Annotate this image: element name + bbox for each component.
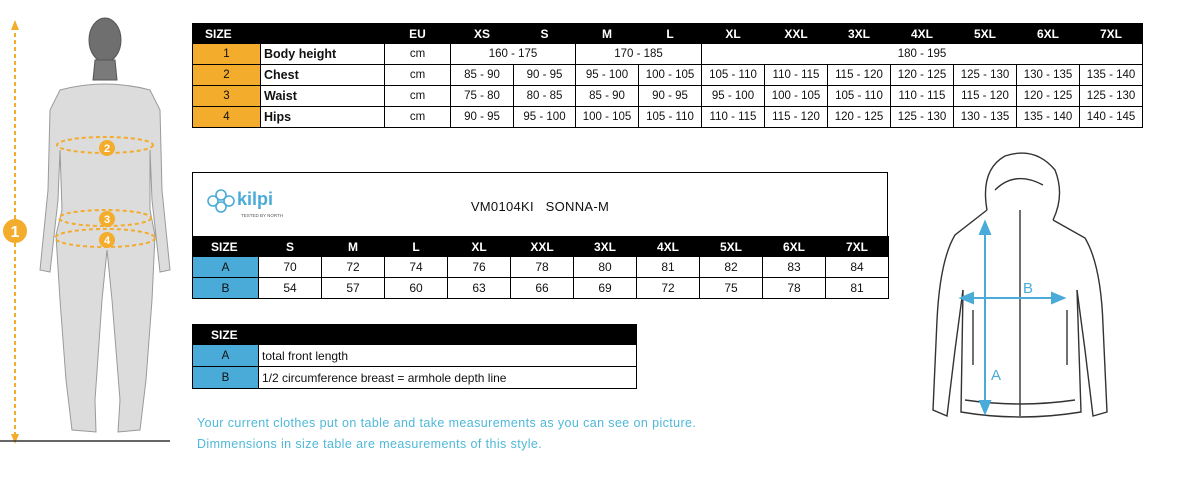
value-cell: 110 - 115 <box>765 65 828 86</box>
unit-cell: cm <box>385 107 451 128</box>
size-col-header: M <box>322 237 385 257</box>
label-header <box>261 24 385 44</box>
row-label: Waist <box>261 86 385 107</box>
table-row <box>193 278 889 299</box>
value-cell: 115 - 120 <box>954 86 1017 107</box>
jacket-label-b: B <box>1023 280 1034 297</box>
value-cell: 105 - 110 <box>639 107 702 128</box>
value-cell: 90 - 95 <box>639 86 702 107</box>
table-header-row <box>193 24 1143 44</box>
value-cell: 125 - 130 <box>1080 86 1143 107</box>
instruction-note: Your current clothes put on table and take measurements as you can see on picture. <box>197 416 697 430</box>
value-cell: 54 <box>259 278 322 299</box>
size-col-header: L <box>385 237 448 257</box>
value-cell: 83 <box>763 257 826 278</box>
row-number: 1 <box>193 44 261 65</box>
value-cell: 74 <box>385 257 448 278</box>
table-row <box>193 44 1143 65</box>
size-col-header: 3XL <box>574 237 637 257</box>
value-cell: 95 - 100 <box>576 65 639 86</box>
model-name: SONNA-M <box>545 199 610 214</box>
size-col-header: 7XL <box>1080 24 1143 44</box>
value-cell: 135 - 140 <box>1017 107 1080 128</box>
marker-4-icon <box>99 232 115 248</box>
row-key: B <box>193 278 259 299</box>
body-size-table <box>192 23 1143 128</box>
value-cell: 125 - 130 <box>891 107 954 128</box>
marker-2-icon <box>99 140 115 156</box>
marker-1-icon <box>3 219 27 243</box>
jacket-label-a: A <box>991 367 1002 384</box>
value-cell: 90 - 95 <box>514 65 576 86</box>
value-cell: 110 - 115 <box>702 107 765 128</box>
value-cell: 69 <box>574 278 637 299</box>
unit-cell: cm <box>385 65 451 86</box>
value-cell: 78 <box>763 278 826 299</box>
value-cell: 100 - 105 <box>639 65 702 86</box>
size-col-header: 6XL <box>1017 24 1080 44</box>
body-figure <box>0 0 190 477</box>
row-number: 3 <box>193 86 261 107</box>
value-cell: 57 <box>322 278 385 299</box>
value-cell: 81 <box>826 278 889 299</box>
height-cell: 180 - 195 <box>702 44 1143 65</box>
value-cell: 60 <box>385 278 448 299</box>
model-title <box>193 199 887 214</box>
desc-header <box>259 325 637 345</box>
row-description: total front length <box>259 345 637 367</box>
unit-cell: cm <box>385 44 451 65</box>
size-col-header: 3XL <box>828 24 891 44</box>
value-cell: 120 - 125 <box>891 65 954 86</box>
value-cell: 90 - 95 <box>451 107 514 128</box>
height-cell: 170 - 185 <box>576 44 702 65</box>
value-cell: 135 - 140 <box>1080 65 1143 86</box>
eu-header: EU <box>385 24 451 44</box>
value-cell: 130 - 135 <box>1017 65 1080 86</box>
row-label: Body height <box>261 44 385 65</box>
size-col-header: S <box>514 24 576 44</box>
table-row <box>193 367 637 389</box>
svg-text:TESTED BY NORTH: TESTED BY NORTH <box>241 213 284 218</box>
svg-text:1: 1 <box>10 224 20 241</box>
jacket-diagram <box>925 150 1115 440</box>
size-col-header: 4XL <box>891 24 954 44</box>
row-number: 2 <box>193 65 261 86</box>
size-col-header: XL <box>448 237 511 257</box>
value-cell: 100 - 105 <box>576 107 639 128</box>
table-row <box>193 345 637 367</box>
value-cell: 140 - 145 <box>1080 107 1143 128</box>
measurement-legend-table <box>192 324 637 389</box>
height-cell: 160 - 175 <box>451 44 576 65</box>
value-cell: 100 - 105 <box>765 86 828 107</box>
value-cell: 78 <box>511 257 574 278</box>
value-cell: 130 - 135 <box>954 107 1017 128</box>
model-code: VM0104KI <box>470 199 534 214</box>
value-cell: 80 - 85 <box>514 86 576 107</box>
size-col-header: 5XL <box>700 237 763 257</box>
value-cell: 125 - 130 <box>954 65 1017 86</box>
value-cell: 95 - 100 <box>514 107 576 128</box>
garment-size-table <box>192 236 889 299</box>
size-header: SIZE <box>193 325 259 345</box>
size-col-header: XL <box>702 24 765 44</box>
value-cell: 75 <box>700 278 763 299</box>
value-cell: 81 <box>637 257 700 278</box>
svg-text:2: 2 <box>103 143 111 155</box>
value-cell: 84 <box>826 257 889 278</box>
value-cell: 95 - 100 <box>702 86 765 107</box>
size-col-header: 5XL <box>954 24 1017 44</box>
size-col-header: 6XL <box>763 237 826 257</box>
size-col-header: M <box>576 24 639 44</box>
table-row <box>193 86 1143 107</box>
value-cell: 110 - 115 <box>891 86 954 107</box>
value-cell: 85 - 90 <box>576 86 639 107</box>
value-cell: 63 <box>448 278 511 299</box>
size-col-header: S <box>259 237 322 257</box>
row-number: 4 <box>193 107 261 128</box>
size-col-header: 7XL <box>826 237 889 257</box>
table-header-row <box>193 325 637 345</box>
value-cell: 120 - 125 <box>828 107 891 128</box>
value-cell: 72 <box>637 278 700 299</box>
value-cell: 105 - 110 <box>702 65 765 86</box>
value-cell: 105 - 110 <box>828 86 891 107</box>
row-key: A <box>193 257 259 278</box>
svg-text:4: 4 <box>103 235 111 247</box>
row-key: A <box>193 345 259 367</box>
unit-cell: cm <box>385 86 451 107</box>
size-col-header: XXL <box>765 24 828 44</box>
value-cell: 66 <box>511 278 574 299</box>
value-cell: 82 <box>700 257 763 278</box>
row-key: B <box>193 367 259 389</box>
table-row <box>193 65 1143 86</box>
size-col-header: 4XL <box>637 237 700 257</box>
value-cell: 115 - 120 <box>765 107 828 128</box>
value-cell: 76 <box>448 257 511 278</box>
size-col-header: L <box>639 24 702 44</box>
size-header: SIZE <box>193 24 261 44</box>
row-description: 1/2 circumference breast = armhole depth line <box>259 367 637 389</box>
svg-text:3: 3 <box>103 214 111 226</box>
size-header: SIZE <box>193 237 259 257</box>
value-cell: 80 <box>574 257 637 278</box>
table-row <box>193 257 889 278</box>
size-col-header: XXL <box>511 237 574 257</box>
value-cell: 72 <box>322 257 385 278</box>
value-cell: 75 - 80 <box>451 86 514 107</box>
svg-text:kilpi: kilpi <box>237 189 274 209</box>
marker-3-icon <box>99 211 115 227</box>
product-header-box <box>192 172 888 236</box>
table-row <box>193 107 1143 128</box>
row-label: Chest <box>261 65 385 86</box>
size-col-header: XS <box>451 24 514 44</box>
value-cell: 85 - 90 <box>451 65 514 86</box>
instruction-note: Dimmensions in size table are measurements of this style. <box>197 437 543 451</box>
table-header-row <box>193 237 889 257</box>
value-cell: 115 - 120 <box>828 65 891 86</box>
row-label: Hips <box>261 107 385 128</box>
value-cell: 70 <box>259 257 322 278</box>
value-cell: 120 - 125 <box>1017 86 1080 107</box>
